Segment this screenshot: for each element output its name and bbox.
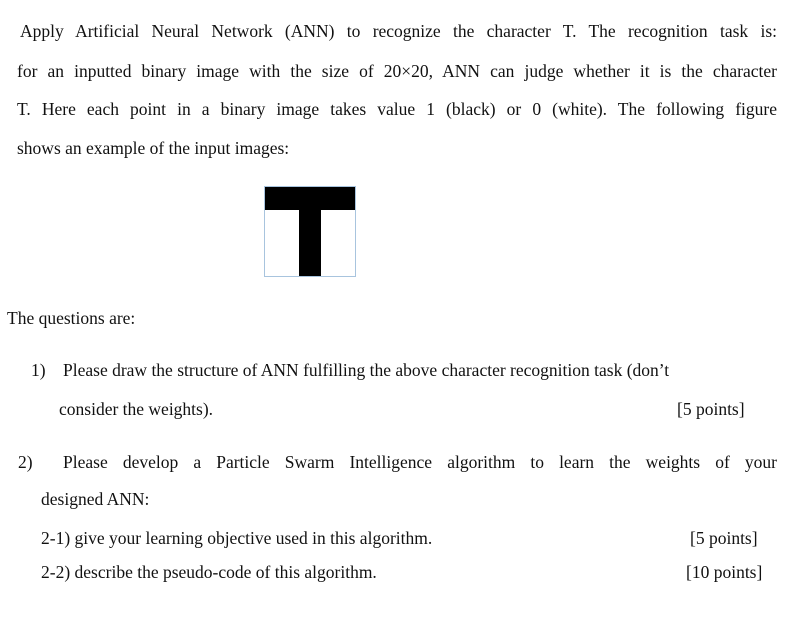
q1-line-2: consider the weights).	[59, 399, 214, 419]
q2-line-2: designed ANN:	[41, 489, 150, 509]
questions-header: The questions are:	[7, 308, 136, 328]
q2-sub1-points: [5 points]	[690, 528, 758, 548]
q2-number: 2)	[18, 452, 33, 472]
q1-line-1: Please draw the structure of ANN fulfilling the above character recognition task (don’t	[63, 360, 670, 380]
q2-line-1: Please develop a Particle Swarm Intelligence algorithm to learn the weights of your	[63, 452, 777, 472]
character-t-example-image	[264, 186, 356, 277]
q2-sub1-text: 2-1) give your learning objective used in this algorithm.	[41, 528, 433, 548]
q2-sub2-points: [10 points]	[686, 562, 763, 582]
intro-line-3: T. Here each point in a binary image takes value 1 (black) or 0 (white). The following figure	[17, 99, 777, 119]
t-top-bar	[265, 187, 355, 210]
q1-points: [5 points]	[677, 399, 745, 419]
intro-line-2: for an inputted binary image with the size of 20×20, ANN can judge whether it is the character	[17, 61, 777, 81]
q1-number: 1)	[31, 360, 46, 380]
q2-sub2-text: 2-2) describe the pseudo-code of this algorithm.	[41, 562, 377, 582]
intro-line-4: shows an example of the input images:	[17, 138, 290, 158]
t-stem	[299, 210, 321, 276]
intro-line-1: Apply Artificial Neural Network (ANN) to recognize the character T. The recognition task is:	[20, 21, 777, 41]
